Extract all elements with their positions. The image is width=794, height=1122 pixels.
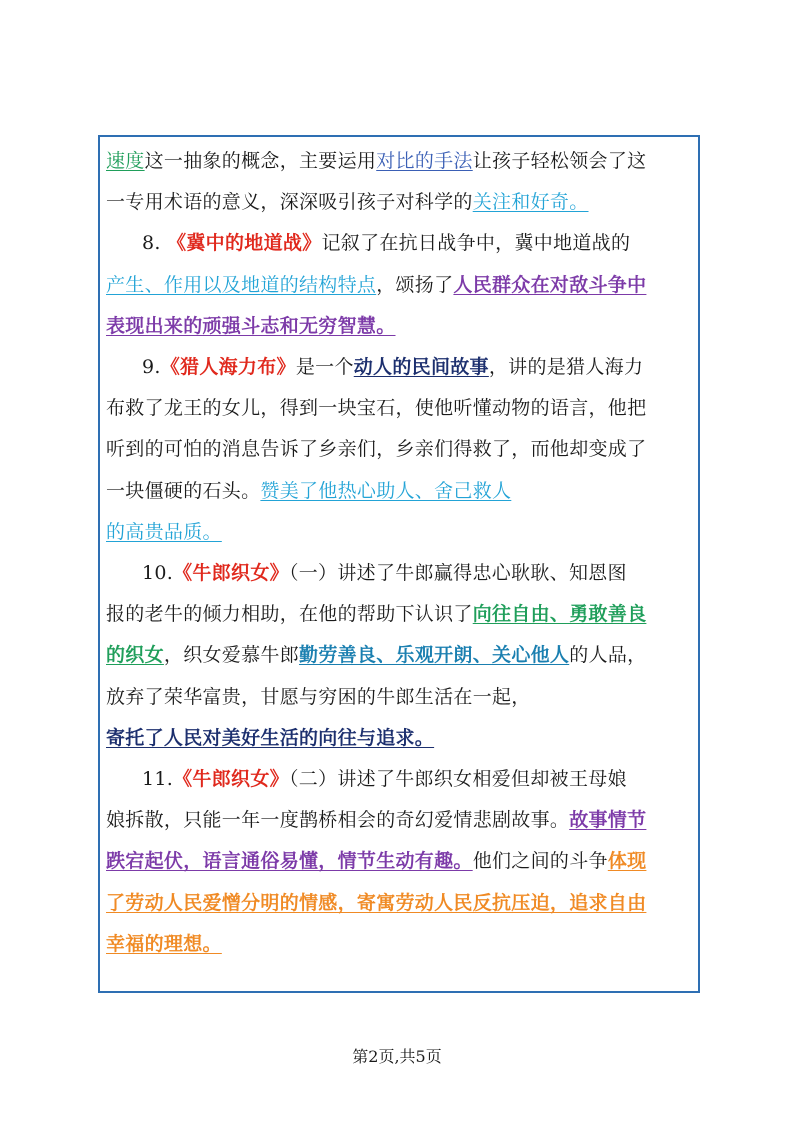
text-segment: 娘拆散，只能一年一度鹊桥相会的奇幻爱情悲剧故事。 xyxy=(106,809,570,832)
text-line xyxy=(106,141,706,181)
text-segment: 《牛郎织女》 xyxy=(173,562,289,584)
text-segment: 的织女 xyxy=(106,644,164,667)
text-line xyxy=(106,924,706,964)
text-segment: 了劳动人民爱憎分明的情感，寄寓劳动人民反抗压迫，追求自由 xyxy=(106,891,647,914)
text-segment: 的高贵品质。 xyxy=(106,520,222,543)
text-line xyxy=(106,677,706,717)
text-segment: ，织女爱慕牛郎 xyxy=(163,644,300,667)
text-line xyxy=(106,883,706,923)
text-segment: 勤劳善良、乐观开朗、关心他人 xyxy=(299,644,570,667)
text-line xyxy=(106,388,706,428)
text-segment: 一块僵硬的石头。 xyxy=(106,479,261,502)
text-segment: 赞美了他热心助人、舍己救人 xyxy=(260,479,512,502)
text-line xyxy=(106,759,742,799)
text-line xyxy=(106,306,706,346)
text-segment: 8. xyxy=(142,232,168,255)
text-segment: 向往自由、勇敢善良 xyxy=(472,603,647,626)
text-line xyxy=(106,594,706,634)
text-segment: （一）讲述了牛郎赢得忠心耿耿、知恩图 xyxy=(288,562,627,584)
text-segment: 9. xyxy=(142,356,161,378)
text-line xyxy=(106,223,742,263)
text-segment: 速度 xyxy=(106,150,145,172)
text-segment: 是一个 xyxy=(295,356,354,378)
text-line xyxy=(106,429,706,469)
text-segment: 故事情节 xyxy=(569,809,647,832)
text-segment: 让孩子轻松领会了这 xyxy=(472,150,647,172)
text-segment: 人民群众在对敌斗争中 xyxy=(453,273,647,296)
page-footer: 第2页,共5页 xyxy=(352,1047,442,1066)
text-segment: （二）讲述了牛郎织女相爱但却被王母娘 xyxy=(288,768,627,790)
text-segment: 跌宕起伏，语言通俗易懂，情节生动有趣。 xyxy=(106,850,473,873)
text-line xyxy=(106,471,706,511)
text-segment: 体现 xyxy=(607,850,647,873)
text-segment: 产生、作用以及地道的结构特点 xyxy=(106,273,377,296)
text-line xyxy=(106,347,742,387)
text-segment: 寄托了人民对美好生活的向往与追求。 xyxy=(106,726,435,749)
text-line xyxy=(106,841,706,881)
text-segment: 《牛郎织女》 xyxy=(173,768,289,790)
text-segment: 记叙了在抗日战争中，冀中地道战的 xyxy=(321,232,631,255)
text-line xyxy=(106,635,706,675)
text-segment: 动人的民间故事 xyxy=(353,356,489,378)
text-segment: 听到的可怕的消息告诉了乡亲们，乡亲们得救了，而他却变成了 xyxy=(106,438,647,461)
text-line xyxy=(106,800,706,840)
text-segment: 放弃了荣华富贵，甘愿与穷困的牛郎生活在一起， xyxy=(106,685,531,708)
text-segment: 11. xyxy=(142,768,174,790)
text-line xyxy=(106,553,742,593)
text-segment: 《猎人海力布》 xyxy=(160,356,296,378)
text-segment: 他们之间的斗争 xyxy=(472,850,608,873)
text-line xyxy=(106,265,706,305)
text-segment: 《冀中的地道战》 xyxy=(167,232,322,255)
text-segment: 一专用术语的意义，深深吸引孩子对科学的 xyxy=(106,191,473,214)
text-segment: 10. xyxy=(142,562,174,584)
text-segment: 的人品， xyxy=(569,644,647,667)
text-segment: 表现出来的顽强斗志和无穷智慧。 xyxy=(106,314,396,337)
text-segment: ，讲的是猎人海力 xyxy=(488,356,644,378)
text-line xyxy=(106,512,706,552)
text-segment: ，颂扬了 xyxy=(376,273,454,296)
text-segment: 布救了龙王的女儿，得到一块宝石，使他听懂动物的语言，他把 xyxy=(106,397,647,420)
text-segment: 对比的手法 xyxy=(376,150,473,172)
text-segment: 报的老牛的倾力相助，在他的帮助下认识了 xyxy=(106,603,473,626)
text-segment: 关注和好奇。 xyxy=(472,191,589,214)
text-segment: 幸福的理想。 xyxy=(106,932,222,955)
text-segment: 这一抽象的概念，主要运用 xyxy=(144,150,377,172)
text-line xyxy=(106,718,706,758)
text-line xyxy=(106,182,706,222)
